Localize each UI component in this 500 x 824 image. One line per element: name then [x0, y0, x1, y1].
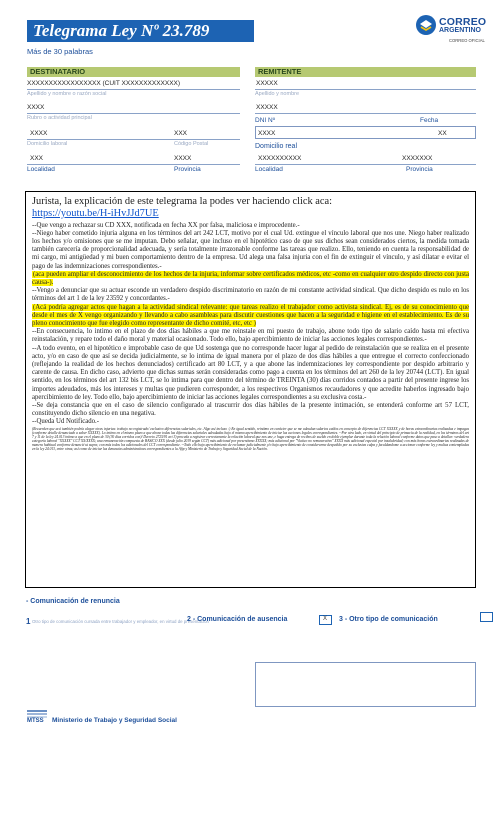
body-paragraph: --Se deja constancia que en el caso de silencio configurado al trascurrir dos días hábiles de la presente intimación, se entenderá conforme art 57 LCT, constituyendo dicho silencio en una negativa.	[32, 402, 469, 418]
ministry-name: Ministerio de Trabajo y Seguridad Social	[52, 717, 177, 724]
remitente-city-label: Localidad	[255, 166, 283, 173]
remitente-address-number[interactable]: XX	[438, 130, 447, 137]
logo-sub: ARGENTINO	[439, 27, 481, 34]
destinatario-city-label: Localidad	[27, 166, 55, 173]
logo-brand: CORREO	[439, 16, 487, 28]
option-1-text: Otro tipo de comunicación cursada entre trabajador y empleador, en virtud de presentación	[32, 619, 209, 624]
correo-argentino-logo	[415, 14, 495, 48]
option-2-checkbox[interactable]	[319, 615, 332, 625]
destinatario-address-label: Domicilio laboral	[27, 141, 68, 147]
remitente-dni-value[interactable]: XXXXX	[256, 104, 278, 111]
divider	[27, 113, 240, 114]
body-paragraph: --Niego haber cometido injuria alguna en los términos del art 242 LCT, motivo por el cual Ud. extingue el vínculo laboral que nos une. Niego haber realizado los hechos y/o omisiones que se me imputan. Debo señalar, que incluso en el hipotético caso de que sus dichos sean considerados ciertos, la medida tomada también carecería de proporcionalidad adecuada, y sería totalmente irrazonable conforme las tareas que realizo. Ello, teniendo en cuenta la responsabilidad de mi cargo, mi antigüedad y mi buen comportamiento dentro de la empresa. Ud alega una falsa injuria con el fin de extinguir el vínculo, y así dilatar e evitar el pago de las indemnizaciones correspondientes.-	[32, 229, 469, 270]
remitente-postal-value[interactable]: XXXXXXXXXX	[258, 155, 302, 162]
remitente-address-value[interactable]: XXXX	[258, 130, 276, 137]
body-paragraph: --Queda Ud Notificado.-	[32, 418, 99, 426]
destinatario-city-value[interactable]: XXX	[30, 155, 44, 162]
option-2-label: 2 - Comunicación de ausencia	[187, 616, 288, 623]
telegram-body[interactable]	[25, 191, 476, 588]
body-paragraph: --En consecuencia, lo intimo en el plazo de dos días hábiles a que me reinstale en mi puesto de trabajo, abone todo tipo de salario caído hasta mi efectiva reinstalación, y repare todo el daño moral y material ocasionado. Todo ello, bajo apercibimiento de iniciar las acciones legales correspondientes.-	[32, 328, 469, 344]
destinatario-header: DESTINATARIO	[27, 67, 240, 77]
remitente-date-label: Fecha	[420, 117, 439, 124]
option-1-number: 1	[26, 617, 31, 626]
divider	[27, 139, 240, 140]
destinatario-postal-label: Código Postal	[174, 141, 209, 147]
destinatario-name-value[interactable]: XXXXXXXXXXXXXXXXX (CUIT XXXXXXXXXXXXX)	[27, 80, 181, 87]
option-renuncia[interactable]: - Comunicación de renuncia	[26, 598, 120, 605]
remitente-dni-label: DNI Nº	[255, 117, 276, 124]
remitente-address-label: Domicilio real	[255, 143, 298, 150]
body-paragraph: --A todo evento, en el hipotético e improbable caso de que Ud sostenga que no corresponde hacer lugar al pedido de reinstalación que se realiza en el presente acto, y/o en caso de que así se decida judicialmente, se lo intima de igual manera por el plazo de dos días hábiles a que entregue el correcto confeccionado (reflejando la realidad de los hechos denunciados) certificado art 80 LCT, y a que abone las indemnizaciones ley correspondiente por despido arbitrario y carente de causa. En dicho caso, advierto que dichas sumas serán consideradas como pago a cuenta en los términos del art 260 de la ley 20744 (LCT). En igual sentido, en los términos del art 132 bis LCT, se lo intima para que dentro del término de TREINTA (30) días corridos contados a partir del presente ingrese los importes adeudados, más los intereses y multas que pudieren corresponder, a los respectivos Organismos recaudadores y que acredite haberlos ingresado bajo apercibimiento de ley. Todo ello, bajo apercibimiento de iniciar las acciones legales correspondientes a su exclusiva costa.-	[32, 344, 469, 401]
word-limit-note: Más de 30 palabras	[27, 47, 93, 56]
highlighted-paragraph	[32, 304, 469, 329]
destinatario-activity-label: Rubro o actividad principal	[27, 115, 92, 121]
remitente-name-value[interactable]: XXXXX	[256, 80, 278, 87]
option-3-checkbox[interactable]	[480, 612, 493, 622]
destinatario-province-value[interactable]: XXXX	[174, 155, 192, 162]
mtss-acronym: MTSS	[27, 718, 44, 724]
destinatario-address-value[interactable]: XXXX	[30, 130, 48, 137]
divider	[255, 113, 476, 114]
logo-tagline: CORREO OFICIAL	[449, 38, 485, 43]
option-2-check-mark: X	[323, 616, 328, 622]
youtube-link[interactable]: https://youtu.be/H-iHvJJd7UE	[32, 207, 159, 219]
highlighted-paragraph	[32, 271, 469, 287]
body-heading: Jurista, la explicación de este telegrama la podes ver haciendo click aca:	[32, 196, 333, 207]
remitente-postal-value-2[interactable]: XXXXXXX	[402, 155, 433, 162]
destinatario-name-label: Apellido y nombre o razón social	[27, 91, 107, 97]
correo-logo-icon	[415, 14, 437, 36]
destinatario-address-number[interactable]: XXX	[174, 130, 188, 137]
option-3-label: 3 - Otro tipo de comunicación	[339, 616, 438, 623]
divider	[27, 89, 240, 90]
body-paragraphs	[32, 222, 469, 427]
remitente-name-label: Apellido y nombre	[255, 91, 300, 97]
telegram-title: Telegrama Ley Nº 23.789	[27, 20, 254, 42]
divider	[27, 164, 240, 165]
destinatario-province-label: Provincia	[174, 166, 201, 173]
highlight-mark: (aca pueden ampliar el desconocimiento de los hechos de la injuria, informar sobre certificados médicos, etc -como en cualquier otro despido directo con justa causa-).	[32, 270, 469, 287]
remitente-province-label: Provincia	[406, 166, 433, 173]
remitente-header: REMITENTE	[255, 67, 476, 77]
body-paragraph: --Vengo a denunciar que su actuar esconde un verdadero despido discriminatorio en razón de mi constante actividad sindical. Que dicho despido es nulo en los términos del art 1 de la ley 23592 y concordantes.-	[32, 287, 469, 303]
highlight-mark: (Acá podría agregar actos que hagan a la actividad sindical relevante: que tareas realizo el trabajador como activista sindical. Ej, es de su conocimiento que desde el mes de X vengo organizando y llevando a cabo asambleas para discutir cuestiones que hacen a la seguridad e higiene en el establecimiento. Es de su pleno conocimiento que fue elegido como representante de dicho comité, etc, etc )	[32, 303, 469, 328]
divider	[255, 89, 476, 90]
divider	[255, 164, 476, 165]
body-paragraph: --Que vengo a rechazar su CD XXX, notificada en fecha XX por falsa, maliciosa e improcedente.-	[32, 221, 300, 229]
signature-box[interactable]	[255, 662, 476, 707]
fine-print: (Recuerden que acá también podría alegar otras injurias: trabajo no registrado/ exclusivo diferencias salariales, etc. Algo así incluso :) En igual sentido, reintimo en carácter que se me adeudan salarios caídos en concepto de diferencias CCT XXXXX y de horas extraordinarias realizadas e impagas (conforme detalle denunciado a saber XXXXX). Lo intimo en el mismo plazo a que abone todas las diferencias salariales adeudadas bajo el mismo apercibimiento de iniciar las acciones legales correspondientes. --Por otra lado, en virtud del principio de primacía de la realidad, en los términos del art 7 y 11 de la ley 24.013 intimo a que en el plazo de 30 (30 días corridos con)/ Decreto 2725/91 art 3) proceda a registrar correctamente la relación laboral que nos une, e haga entrega de recibos de sueldo en doble ejemplar durante toda la relación laboral conforme datos que paso a detallar: verdadera categoría laboral "XXXXX" CCT XX/XXXX; una remuneración compuesta de BASICO XXX (desde julio 2019 según CCT) más adicional por presentismo XXXXX; más adicional por "Viatico no remunerativo" XXXX más adicional especial por insalubridad; con más horas extraordinarias realizadas de manera habitual conforme denuncié ut supra; con más todos los adicionales del CCT correspondiente. --Todo ello bajo apercibimiento de reclamar judicialmente y/o bajo apercibimiento de considerarme despedido por su exclusiva culpa y faculdandome a accionar conforme ley y multas contempladas en la ley 24.013, entre otras; así como de iniciar las denuncias administrativas correspondientes a la Afip y Ministerio de Trabajo y Seguridad Social de la Nación.	[32, 426, 469, 452]
destinatario-activity-value[interactable]: XXXX	[27, 104, 45, 111]
